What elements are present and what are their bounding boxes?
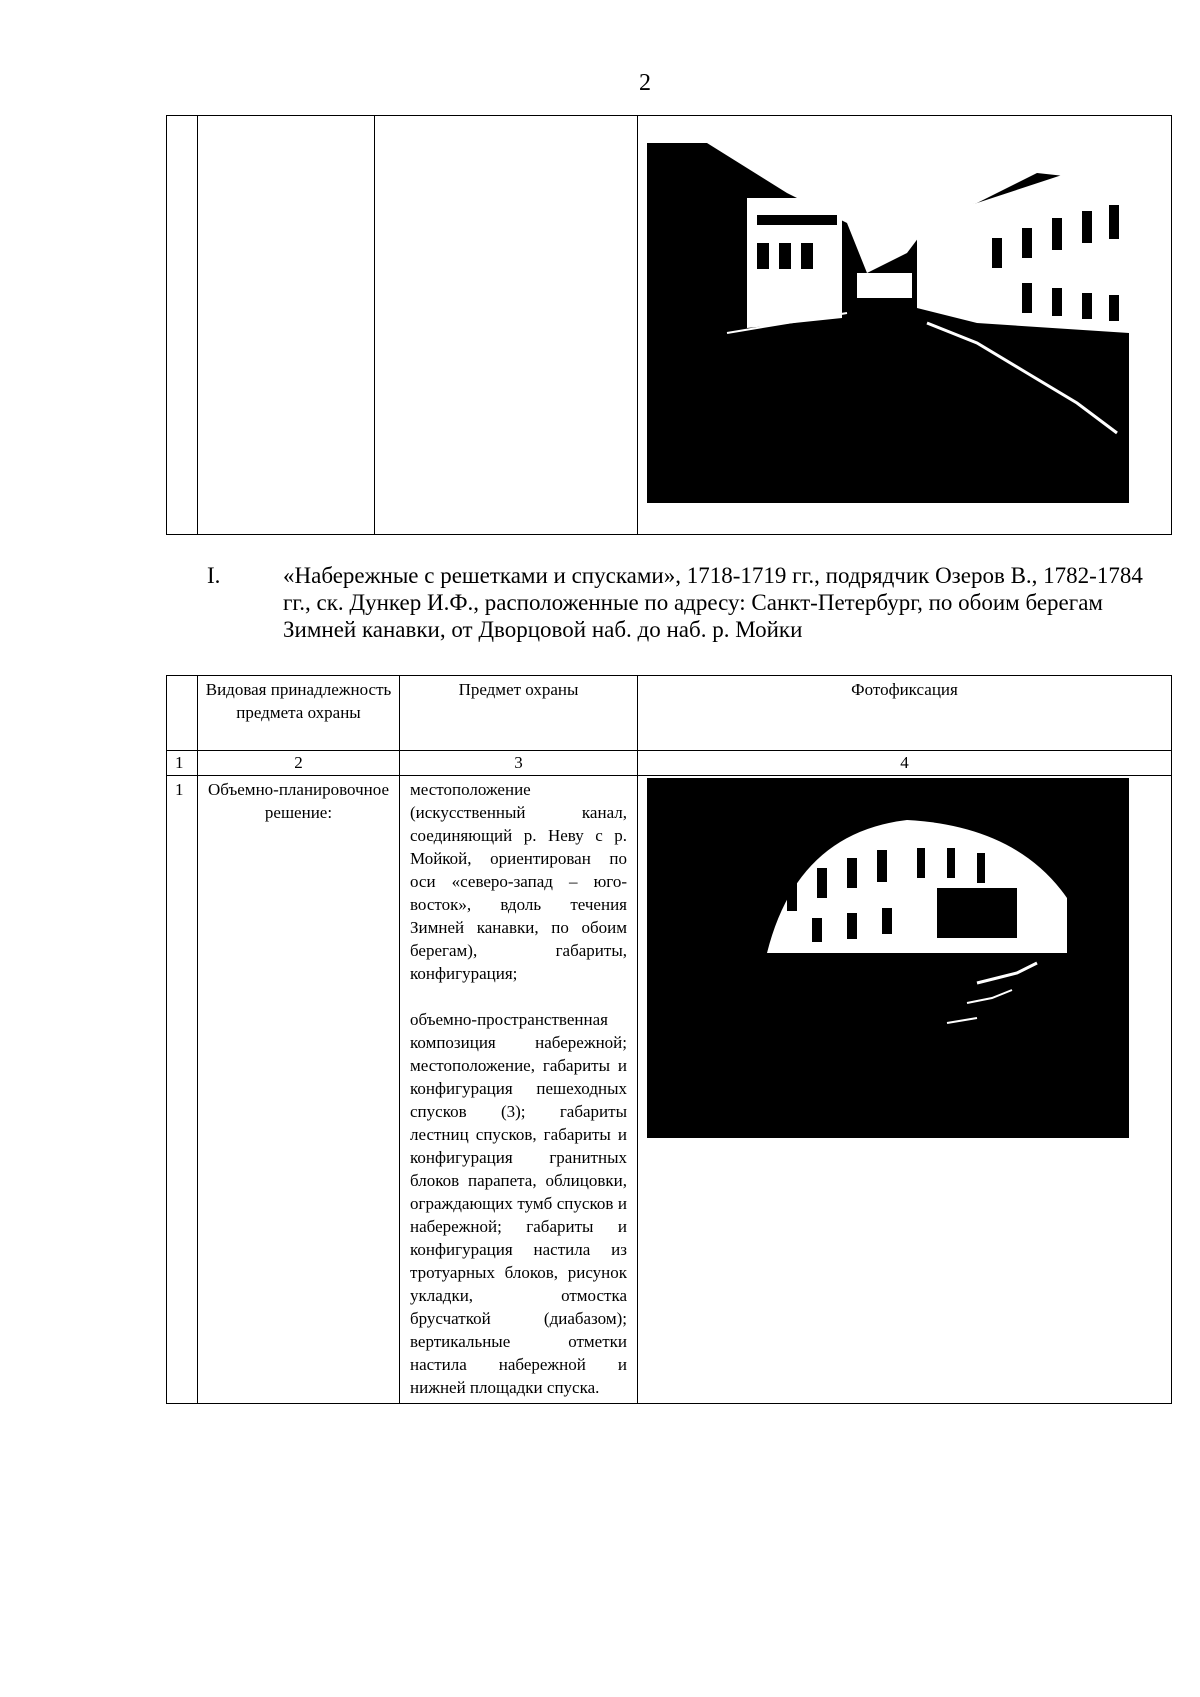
section-title: «Набережные с решетками и спусками», 1718-1719 гг., подрядчик Озеров В., 1782-1784 гг., ск. Дункер И.Ф., расположенные по адресу: Санкт-Петербург, по обоим берегам Зимней канавки, от Дворцовой наб. до наб. р. Мойки [283,563,1143,642]
row-number: 1 [167,776,198,1404]
header-type: Видовая принадлежность предмета охраны [198,676,400,751]
section-number: I. [207,563,221,588]
header-cell-num [167,676,198,751]
column-number: 3 [400,751,638,776]
header-subject: Предмет охраны [400,676,638,751]
header-photo: Фотофиксация [638,676,1172,751]
cont-cell-subject [375,116,638,535]
page-number: 2 [639,70,651,96]
embankment-street-photo [647,143,1129,503]
column-number: 1 [167,751,198,776]
continuation-table [166,115,1172,535]
table-row [167,776,1172,1404]
column-number: 4 [638,751,1172,776]
column-number: 2 [198,751,400,776]
row-description [400,776,638,1404]
protection-table [166,675,1172,1404]
cont-cell-num [167,116,198,535]
row-type: Объемно-планировочное решение: [198,776,400,1404]
description-paragraph: объемно-пространственная композиция набережной; местоположение, габариты и конфигурация пешеходных спусков (3); габариты лестниц спусков, габариты и конфигурация гранитных блоков парапета, облицовки, ограждающих тумб спусков и набережной; габариты и конфигурация настила из тротуарных блоков, рисунок укладки, отмостка брусчаткой (диабазом); вертикальные отметки настила набережной и нижней площадки спуска. [410,1010,627,1397]
cont-cell-photo [638,116,1172,535]
cont-cell-type [198,116,375,535]
row-photo-cell [638,776,1172,1404]
description-paragraph: местоположение (искусственный канал, соединяющий р. Неву с р. Мойкой, ориентирован по оси «северо-запад – юго-восток», вдоль течения Зимней канавки, по обоим берегам), габариты, конфигурация; [410,780,627,983]
canal-arch-photo [647,778,1129,1138]
